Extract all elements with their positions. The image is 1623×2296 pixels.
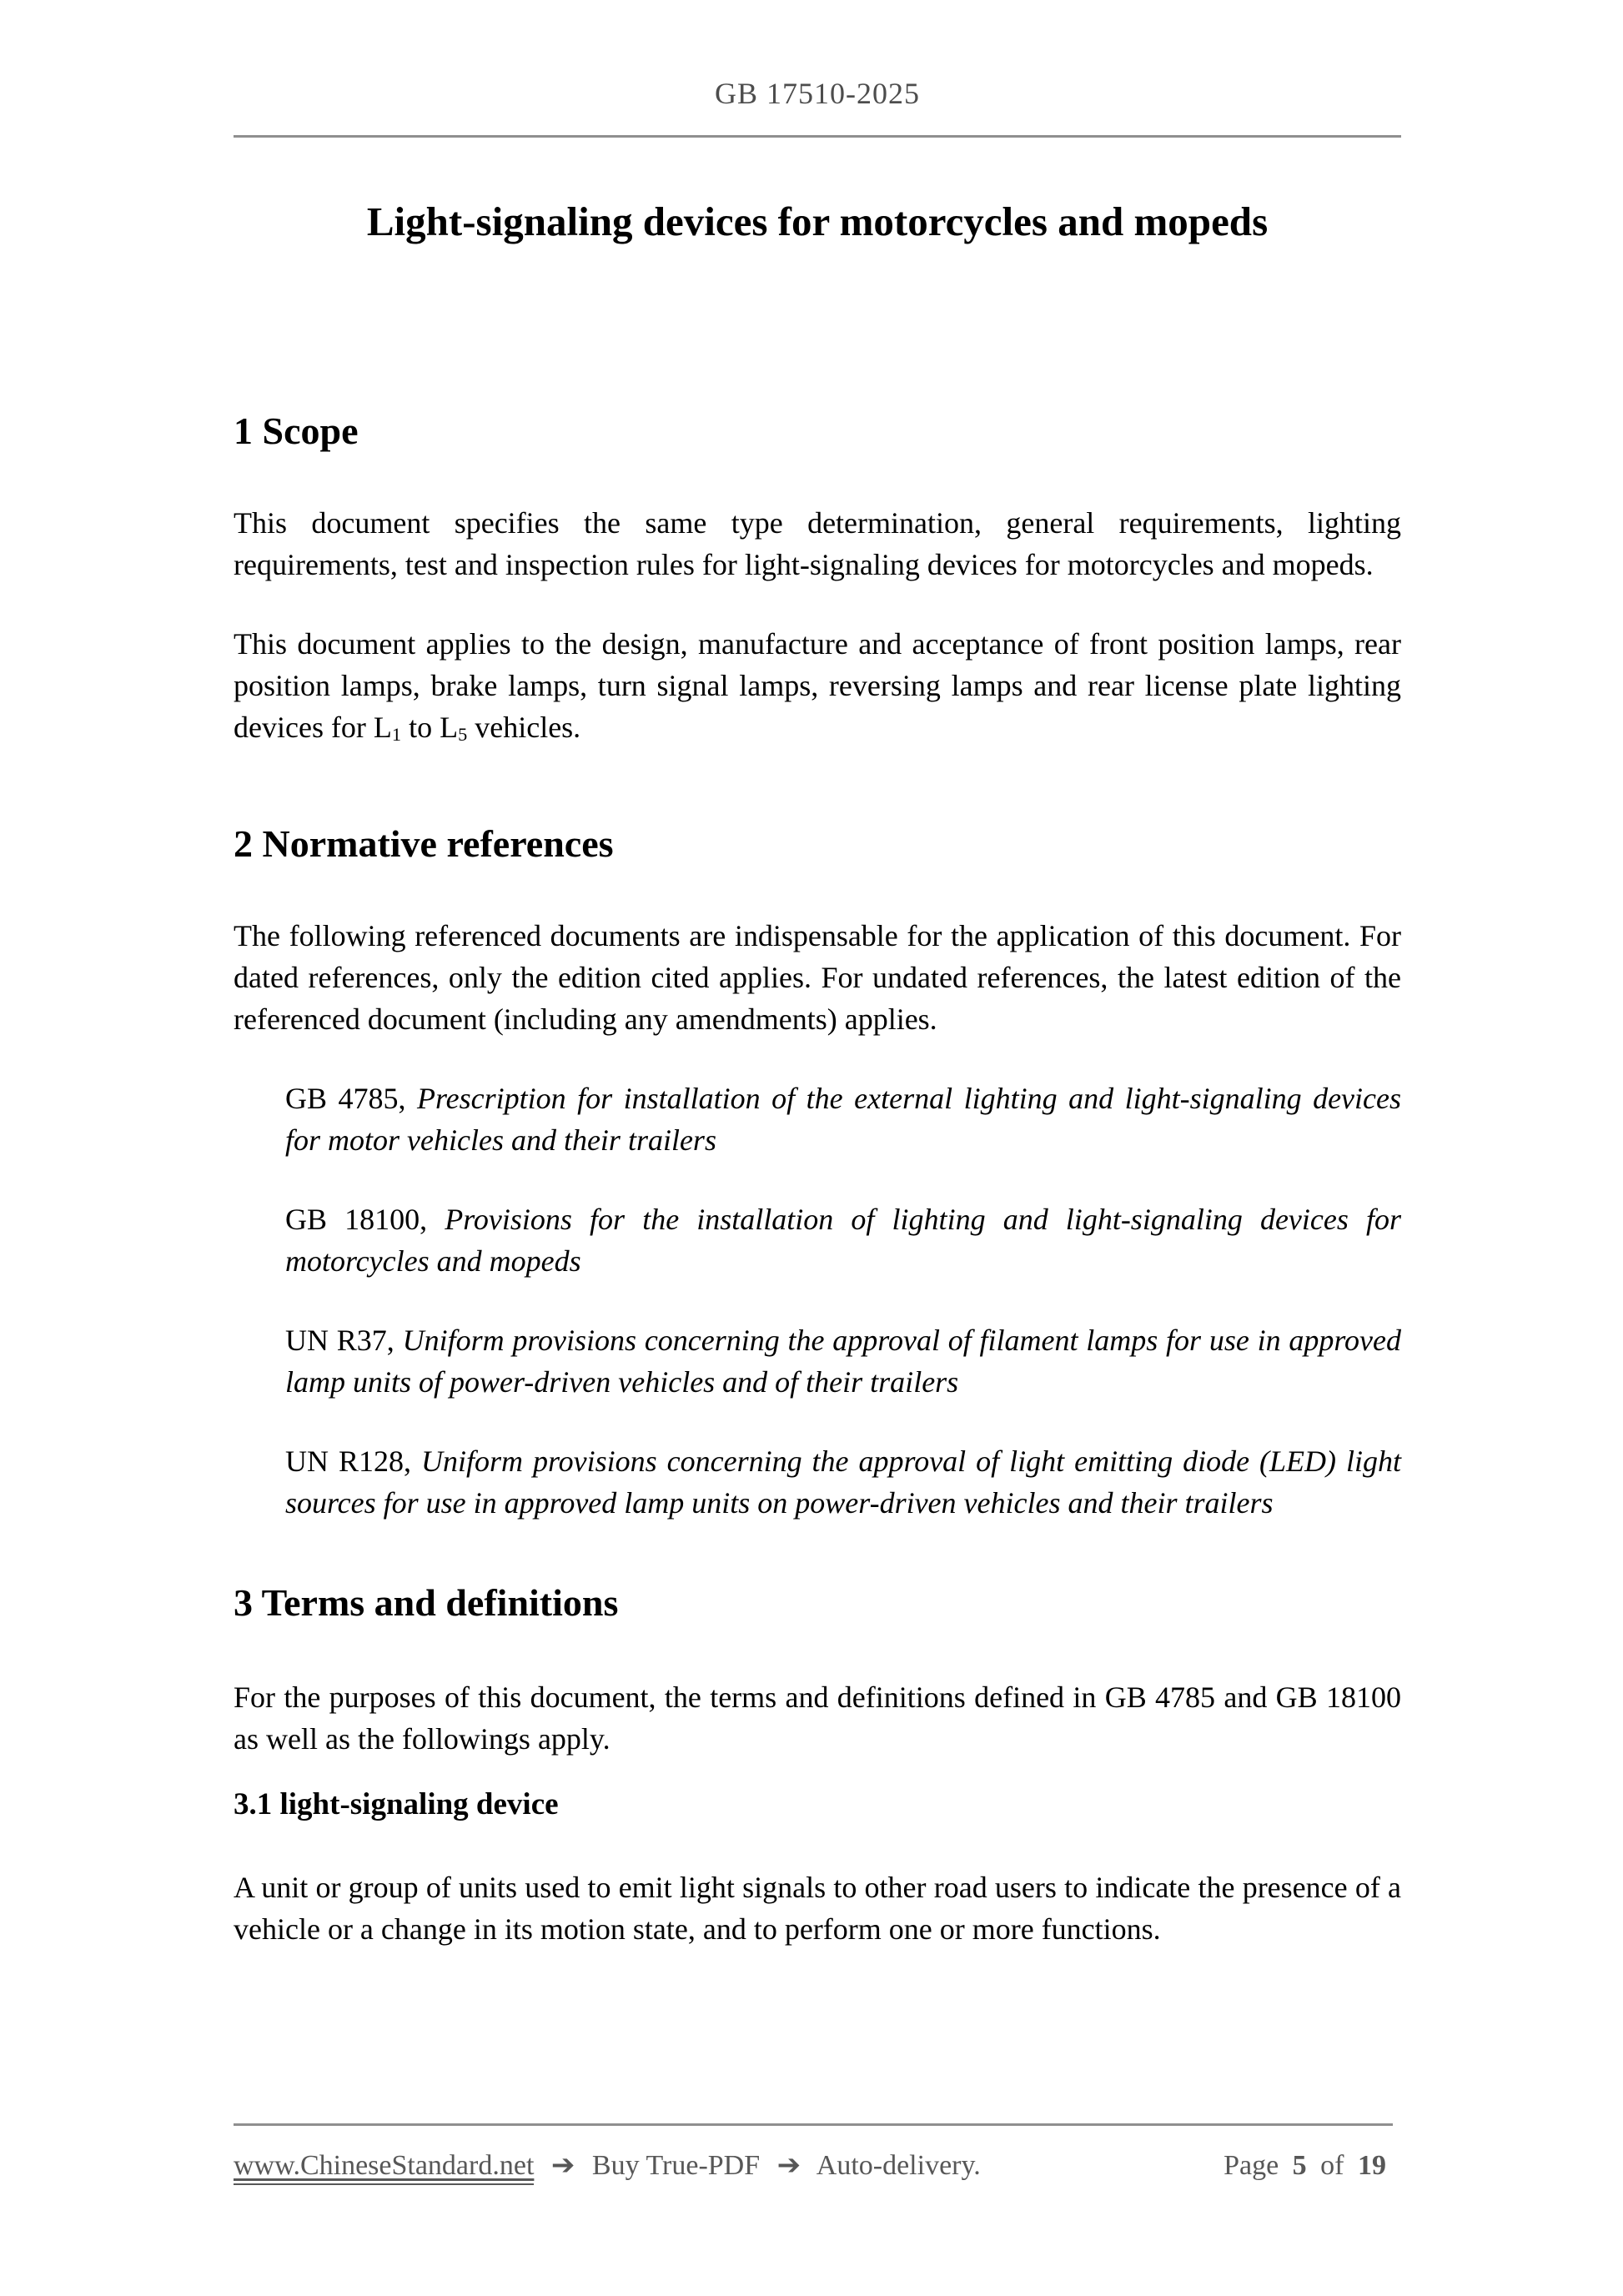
section-heading-terms-definitions: 3 Terms and definitions — [234, 1581, 619, 1624]
scope-paragraph-2-text: This document applies to the design, manufacture and acceptance of front position lamps, rear position lamps, brake lamps, turn signal lamps, reversing lamps and rear license plate lighting devices for L — [234, 627, 1401, 744]
reference-title: Prescription for installation of the external lighting and light-signaling devices for motor vehicles and their trailers — [285, 1082, 1402, 1157]
page-indicator — [1224, 2146, 1393, 2186]
page-of-label: of — [1320, 2150, 1344, 2181]
normative-intro-paragraph: The following referenced documents are indispensable for the application of this document. For dated references, only the edition cited applies. For undated references, the latest edition of the referenced document (including any amendments) applies. — [234, 919, 1401, 1036]
reference-title: Provisions for the installation of lighting and light-signaling devices for motorcycles and mopeds — [285, 1203, 1402, 1278]
vehicle-category-subscript-5: 5 — [458, 724, 468, 746]
page-label: Page — [1224, 2150, 1279, 2181]
buy-true-pdf-label: Buy True-PDF — [591, 2150, 761, 2181]
reference-title: Uniform provisions concerning the approval of filament lamps for use in approved lamp units of power-driven vehicles and of their trailers — [285, 1324, 1402, 1399]
reference-item — [285, 1198, 1401, 1282]
header-divider — [234, 135, 1401, 138]
page-current-number: 5 — [1292, 2150, 1307, 2181]
auto-delivery-label: Auto-delivery. — [816, 2150, 981, 2181]
scope-paragraph-2-mid: to L — [401, 711, 459, 744]
reference-label: UN R37, — [285, 1324, 394, 1357]
scope-paragraph-1: This document specifies the same type determination, general requirements, lighting requirements, test and inspection rules for light-signaling devices for motorcycles and mopeds. — [234, 506, 1401, 581]
page-footer — [234, 2145, 1393, 2186]
arrow-right-icon: ➔ — [550, 2148, 575, 2182]
reference-label: GB 4785, — [285, 1082, 406, 1115]
page-total-number: 19 — [1358, 2150, 1386, 2181]
footer-promo — [234, 2145, 981, 2186]
page-header-standard-code: GB 17510-2025 — [715, 77, 920, 110]
website-link[interactable]: www.ChineseStandard.net — [234, 2150, 534, 2185]
reference-label: UN R128, — [285, 1444, 411, 1478]
reference-item — [285, 1319, 1401, 1403]
section-heading-normative-references: 2 Normative references — [234, 822, 614, 865]
vehicle-category-subscript-1: 1 — [391, 724, 402, 746]
scope-paragraph-2-end: vehicles. — [467, 711, 581, 744]
reference-item — [285, 1078, 1401, 1161]
section-heading-scope: 1 Scope — [234, 409, 359, 452]
term-subheading-light-signaling-device: 3.1 light-signaling device — [234, 1787, 559, 1821]
terms-intro-paragraph: For the purposes of this document, the terms and definitions defined in GB 4785 and GB 18100 as well as the followings apply. — [234, 1681, 1401, 1756]
arrow-right-icon: ➔ — [776, 2148, 801, 2182]
reference-label: GB 18100, — [285, 1203, 428, 1236]
footer-divider — [234, 2123, 1393, 2126]
scope-paragraph-2 — [234, 623, 1401, 752]
reference-title: Uniform provisions concerning the approval of light emitting diode (LED) light sources for use in approved lamp units on power-driven vehicles and their trailers — [285, 1444, 1402, 1520]
document-title: Light-signaling devices for motorcycles and mopeds — [366, 198, 1269, 244]
reference-item — [285, 1440, 1401, 1524]
term-definition-paragraph: A unit or group of units used to emit light signals to other road users to indicate the presence of a vehicle or a change in its motion state, and to perform one or more functions. — [234, 1871, 1401, 1946]
